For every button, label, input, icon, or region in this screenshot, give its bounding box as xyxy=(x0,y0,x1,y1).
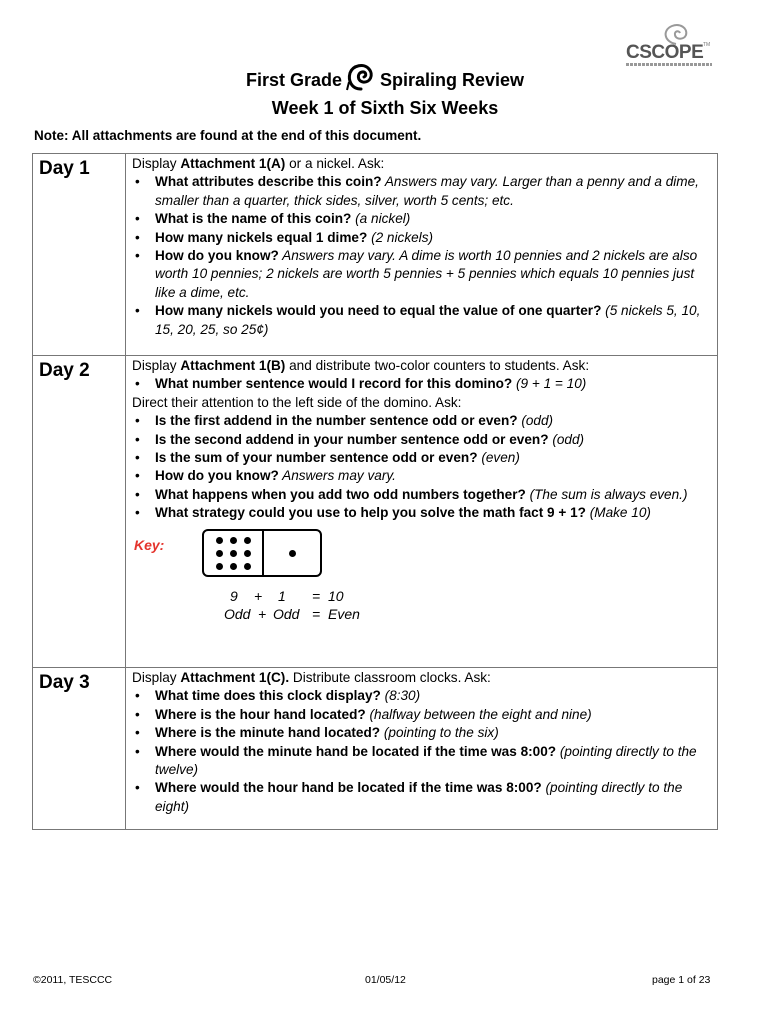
equation-addend-1: 9 xyxy=(230,587,238,604)
parity-addend-2: Odd xyxy=(273,605,300,622)
page-title xyxy=(0,64,770,120)
attachments-note: Note: All attachments are found at the end of this document. xyxy=(34,128,422,143)
domino-dot-left xyxy=(230,550,237,557)
days-table xyxy=(32,153,718,830)
list-item: • Is the sum of your number sentence odd or even? (even) xyxy=(132,449,711,467)
question-list xyxy=(132,375,711,393)
logo-tm: TM xyxy=(703,42,711,48)
list-item: • Is the first addend in the number sentence odd or even? (odd) xyxy=(132,412,711,430)
key-label: Key: xyxy=(134,536,165,553)
answer-key xyxy=(132,523,711,637)
day-row xyxy=(33,154,718,356)
day-intro: Display Attachment 1(A) or a nickel. Ask: xyxy=(132,156,385,171)
equation-plus: + xyxy=(254,587,263,604)
list-item: • Where is the hour hand located? (halfway between the eight and nine) xyxy=(132,706,711,724)
day-instruction: Direct their attention to the left side of the domino. Ask: xyxy=(132,394,462,410)
title-week: Week 1 of Sixth Six Weeks xyxy=(271,98,499,118)
title-grade: First Grade xyxy=(245,70,342,90)
footer-date: 01/05/12 xyxy=(365,974,406,986)
list-item: • Where is the minute hand located? (pointing to the six) xyxy=(132,724,711,742)
day-label: Day 1 xyxy=(33,154,126,356)
day-row xyxy=(33,668,718,830)
list-item: • What happens when you add two odd numbers together? (The sum is always even.) xyxy=(132,486,711,504)
domino-dot-left xyxy=(230,537,237,544)
parity-plus: + xyxy=(258,605,267,622)
domino-dot-left xyxy=(216,550,223,557)
list-item: • What number sentence would I record for this domino? (9 + 1 = 10) xyxy=(132,375,711,393)
list-item: • How do you know? Answers may vary. A dime is worth 10 pennies and 2 nickels are also worth 10 pennies; 2 nickels are worth 5 pennies + 5 pennies which equals 10 pennies just like a dime, etc. xyxy=(132,247,711,302)
domino-dot-left xyxy=(230,563,237,570)
day-content xyxy=(126,668,718,830)
day-label: Day 2 xyxy=(33,356,126,668)
list-item: • What time does this clock display? (8:30) xyxy=(132,687,711,705)
domino-dot-right xyxy=(289,550,296,557)
equation-addend-2: 1 xyxy=(278,587,286,604)
day-content xyxy=(126,154,718,356)
domino-dot-left xyxy=(216,537,223,544)
question-list xyxy=(132,173,711,339)
day-label: Day 3 xyxy=(33,668,126,830)
parity-equals: = xyxy=(312,605,321,622)
list-item: • What attributes describe this coin? Answers may vary. Larger than a penny and a dime, smaller than a quarter, thick sides, silver, worth 5 cents; etc. xyxy=(132,173,711,210)
list-item: • Is the second addend in your number sentence odd or even? (odd) xyxy=(132,431,711,449)
list-item: • How do you know? Answers may vary. xyxy=(132,467,711,485)
question-list xyxy=(132,412,711,522)
equation-equals: = xyxy=(312,587,321,604)
footer-page-number: page 1 of 23 xyxy=(652,974,711,986)
parity-addend-1: Odd xyxy=(224,605,251,622)
title-review: Spiraling Review xyxy=(379,70,525,90)
list-item: • Where would the hour hand be located if the time was 8:00? (pointing directly to the eight) xyxy=(132,779,711,816)
day-intro: Display Attachment 1(C). Distribute classroom clocks. Ask: xyxy=(132,670,491,685)
parity-sum: Even xyxy=(328,605,360,622)
domino-dot-left xyxy=(244,550,251,557)
domino-dot-left xyxy=(244,537,251,544)
day-row xyxy=(33,356,718,668)
list-item: • How many nickels would you need to equal the value of one quarter? (5 nickels 5, 10, 15, 20, 25, so 25¢) xyxy=(132,302,711,339)
equation-sum: 10 xyxy=(328,587,344,604)
domino-dot-left xyxy=(216,563,223,570)
logo-text: CSCOPE xyxy=(626,42,704,63)
question-list xyxy=(132,687,711,816)
spiral-icon xyxy=(345,60,377,92)
day-intro: Display Attachment 1(B) and distribute two-color counters to students. Ask: xyxy=(132,358,590,373)
domino-dot-left xyxy=(244,563,251,570)
domino xyxy=(202,529,322,577)
list-item: • What is the name of this coin? (a nickel) xyxy=(132,210,711,228)
footer-copyright: ©2011, TESCCC xyxy=(33,974,113,986)
list-item: • Where would the minute hand be located if the time was 8:00? (pointing directly to the twelve) xyxy=(132,743,711,780)
list-item: • How many nickels equal 1 dime? (2 nickels) xyxy=(132,229,711,247)
list-item: • What strategy could you use to help you solve the math fact 9 + 1? (Make 10) xyxy=(132,504,711,522)
day-content xyxy=(126,356,718,668)
domino-divider xyxy=(262,531,264,575)
